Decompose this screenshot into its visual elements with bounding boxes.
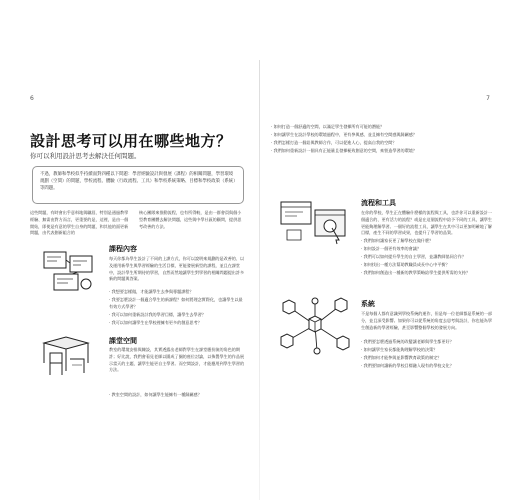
intro-paragraph-right: 核心團隊來推動流程，也有所得較，是由一群會員與個小型教育團體去解決問題，這些與中學社區的顧問，提供思考改善的方法。 [139, 210, 242, 229]
page-number: 6 [30, 95, 34, 102]
list-item: ‧ 我們如何重新設計一個具有正能量且發揮極致創意的空間，來營造學習的環境？ [271, 148, 417, 154]
process-tools-sketch-icon [277, 196, 351, 248]
system-bullet-list [361, 339, 495, 371]
section-heading-curriculum: 課程內容 [109, 244, 137, 253]
page-fold [259, 60, 260, 500]
section-body-process-tools: 在你的學校，學生正在體驗什麼樣的流程與工具，也許你可以重新設計一個適合的、更有活力的流程？或是在這個流程中給予不同的工具，讓學生更能夠理解學習。一個好的流程工具，讓學生在其中可以更加明確地了解目標，產生不同的學習成果，也提升了學習的品質。 [361, 210, 492, 236]
list-item: ‧ 我想要怎樣做，才能讓學生去參與專題課程？ [109, 289, 194, 294]
curriculum-sketch-icon [40, 248, 100, 296]
list-item: ‧ 如何讓學生在設計學校的環境過程中，更有參與感、並且擁有空間感與歸屬感？ [271, 132, 417, 138]
list-item: ‧ 如何找出一種方法幫助教職員成長中心中平衡？ [361, 262, 450, 268]
space-bullet-list [271, 124, 495, 156]
section-heading-process-tools: 流程和工具 [361, 198, 396, 207]
list-item: ‧ 我要怎麼設計一個適合學生的新課程？如何將理念實際化，也讓學生以最有效方式學習？ [109, 297, 243, 309]
list-item: ‧ 我們要如何讓新的學校目標融入現有的學校文化？ [361, 363, 454, 369]
section-body-classroom-space: 教室的環境安排與陳設，其實透露出老師對學生在課堂應扮演的角色的期許；好比說，我們會看見老師以圍成了圈的座位討論，以佈置學生的作品展示當天的主題，讓學生能更自主學習。而空間設計，才能應用到學生學習的方法。 [109, 347, 245, 373]
classroom-desk-sketch-icon [36, 333, 98, 379]
page-subtitle: 你可以利用設計思考去解決任何問題。 [30, 152, 141, 160]
list-item: ‧ 教室空間的設計，如何讓學生能擁有一種歸屬感？ [109, 392, 202, 397]
left-page [22, 0, 257, 500]
list-item: ‧ 我們要怎麼透過系統的改變讓老師與學生都更好？ [361, 339, 454, 344]
curriculum-bullet-list [109, 289, 245, 328]
page-title: 設計思考可以用在哪些地方？ [30, 132, 232, 150]
list-item: ‧ 我可以如何重新設計我的學習目標，讓學生去學習？ [109, 311, 206, 317]
intro-paragraph-left: 這些問題，有時會出乎意料地與職涯、特別是通過教學經驗、無需由對方而言，更重要的是，這裡，是由一個開始，即使是有意的學生自身的問題，和其他的面更新問題，由代表創新組合的 [30, 210, 129, 236]
section-body-system: 不是每個人都有意識到學校系統的運作，但是每一位老師都是系統的一部分，並且深受影響。如果你可以從系統的角度去思考與設計，你也能為學生創造新的學習經驗，甚至影響整個學校的發展方向。 [361, 311, 492, 330]
system-network-sketch-icon [277, 295, 353, 355]
section-body-curriculum: 每天你都為學生設計了不同的上課方式，你可以說明來規劃的是改善的、以及運用新學生與學習經驗的生活目標，更能發展新型的課程，並且在課堂中，設計學生所期待的學習，自然而然地讓學生對學習的相關問題提出許多新的問題與答案。 [109, 256, 245, 282]
list-item: ‧ 如何打造一個舒適的空間，以滿足學生發揮所有可能的潛能？ [271, 124, 385, 129]
list-item: ‧ 我們如何才能參與並影響教育政策的制定？ [361, 355, 442, 361]
list-item: ‧ 我們如何創造出一種新的教學策略給學生提供所需的支持？ [361, 270, 471, 276]
callout-box [32, 166, 244, 204]
page-number: 7 [486, 95, 490, 102]
list-item: ‧ 如何讓學生家長都能夠理解學校的決策？ [361, 347, 438, 353]
callout-text: 不過，教師和學校似乎持續面對四種以下問題：學習經驗設計與發展（課程）的相關問題，學習環境規劃（空間）的問題，學校流程、體驗（行政流程、工具）和學校系統策略、目標和學校政策（系統）等問題。 [40, 172, 236, 191]
classroom-bullet-list [109, 392, 245, 400]
list-item: ‧ 我可以如何讓學生在學校裡擁有更多的創意思考？ [109, 319, 202, 325]
list-item: ‧ 我們如何讓家長更了解學校在做什麼？ [361, 238, 434, 243]
book-spread [22, 0, 498, 500]
process-bullet-list [361, 238, 495, 278]
list-item: ‧ 如何設計一個更有效率的會議？ [361, 246, 421, 252]
list-item: ‧ 我們可以如何提升學生的自主學習，並讓教師協同合作？ [361, 254, 466, 260]
list-item: ‧ 我們怎樣打造一個給與教師合作，可以促進人心，提高自我的空間？ [271, 140, 397, 146]
section-heading-classroom-space: 課堂空間 [109, 336, 137, 345]
right-page [263, 0, 498, 500]
section-heading-system: 系統 [361, 299, 375, 308]
